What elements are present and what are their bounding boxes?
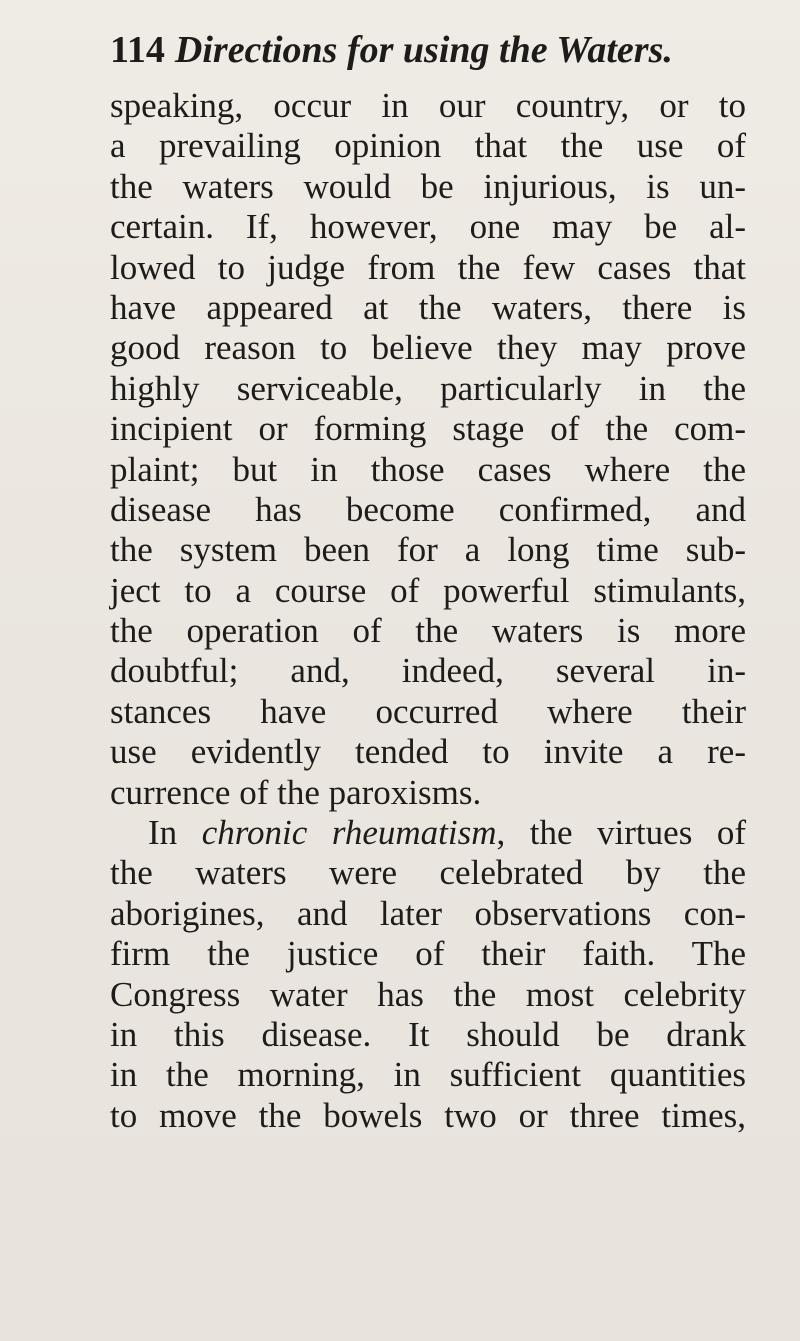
text-line: doubtful; and, indeed, several in- — [110, 651, 746, 691]
text-line: currence of the paroxisms. — [110, 772, 482, 812]
text-line: highly serviceable, particularly in the — [110, 368, 746, 408]
text-line: disease has become confirmed, and — [110, 489, 746, 529]
text-line: the waters were celebrated by the — [110, 853, 746, 893]
running-head: Directions for using the Waters. — [174, 29, 673, 71]
text-line: have appeared at the waters, there is — [110, 287, 746, 327]
text-line: the system been for a long time sub- — [110, 530, 746, 570]
page-header — [110, 26, 673, 74]
text-line: lowed to judge from the few cases that — [110, 247, 746, 287]
text-line: ject to a course of powerful stimulants, — [110, 570, 746, 610]
text-line: stances have occurred where their — [110, 691, 746, 731]
text-line: plaint; but in those cases where the — [110, 449, 746, 489]
text-line: in the morning, in sufficient quantities — [110, 1055, 746, 1095]
paragraph-lead-prefix: In — [148, 813, 202, 853]
text-line: the operation of the waters is more — [110, 611, 746, 651]
text-line: certain. If, however, one may be al- — [110, 207, 746, 247]
text-line: use evidently tended to invite a re- — [110, 732, 746, 772]
text-line: speaking, occur in our country, or to — [110, 86, 746, 125]
page-number: 114 — [110, 29, 165, 71]
text-line: in this disease. It should be drank — [110, 1014, 746, 1054]
text-line: good reason to believe they may prove — [110, 328, 746, 368]
text-line: to move the bowels two or three times, — [110, 1095, 746, 1135]
text-line: a prevailing opinion that the use of — [110, 126, 746, 166]
body-text — [110, 86, 746, 1136]
text-line: incipient or forming stage of the com- — [110, 409, 746, 449]
paragraph-start-line — [110, 813, 746, 853]
paragraph-lead-suffix: , the virtues of — [496, 813, 746, 853]
text-line: Congress water has the most celebrity — [110, 974, 746, 1014]
text-line: aborigines, and later observations con- — [110, 893, 746, 933]
text-line: the waters would be injurious, is un- — [110, 166, 746, 206]
italic-term: chronic rheumatism — [201, 813, 497, 853]
text-line: firm the justice of their faith. The — [110, 934, 746, 974]
